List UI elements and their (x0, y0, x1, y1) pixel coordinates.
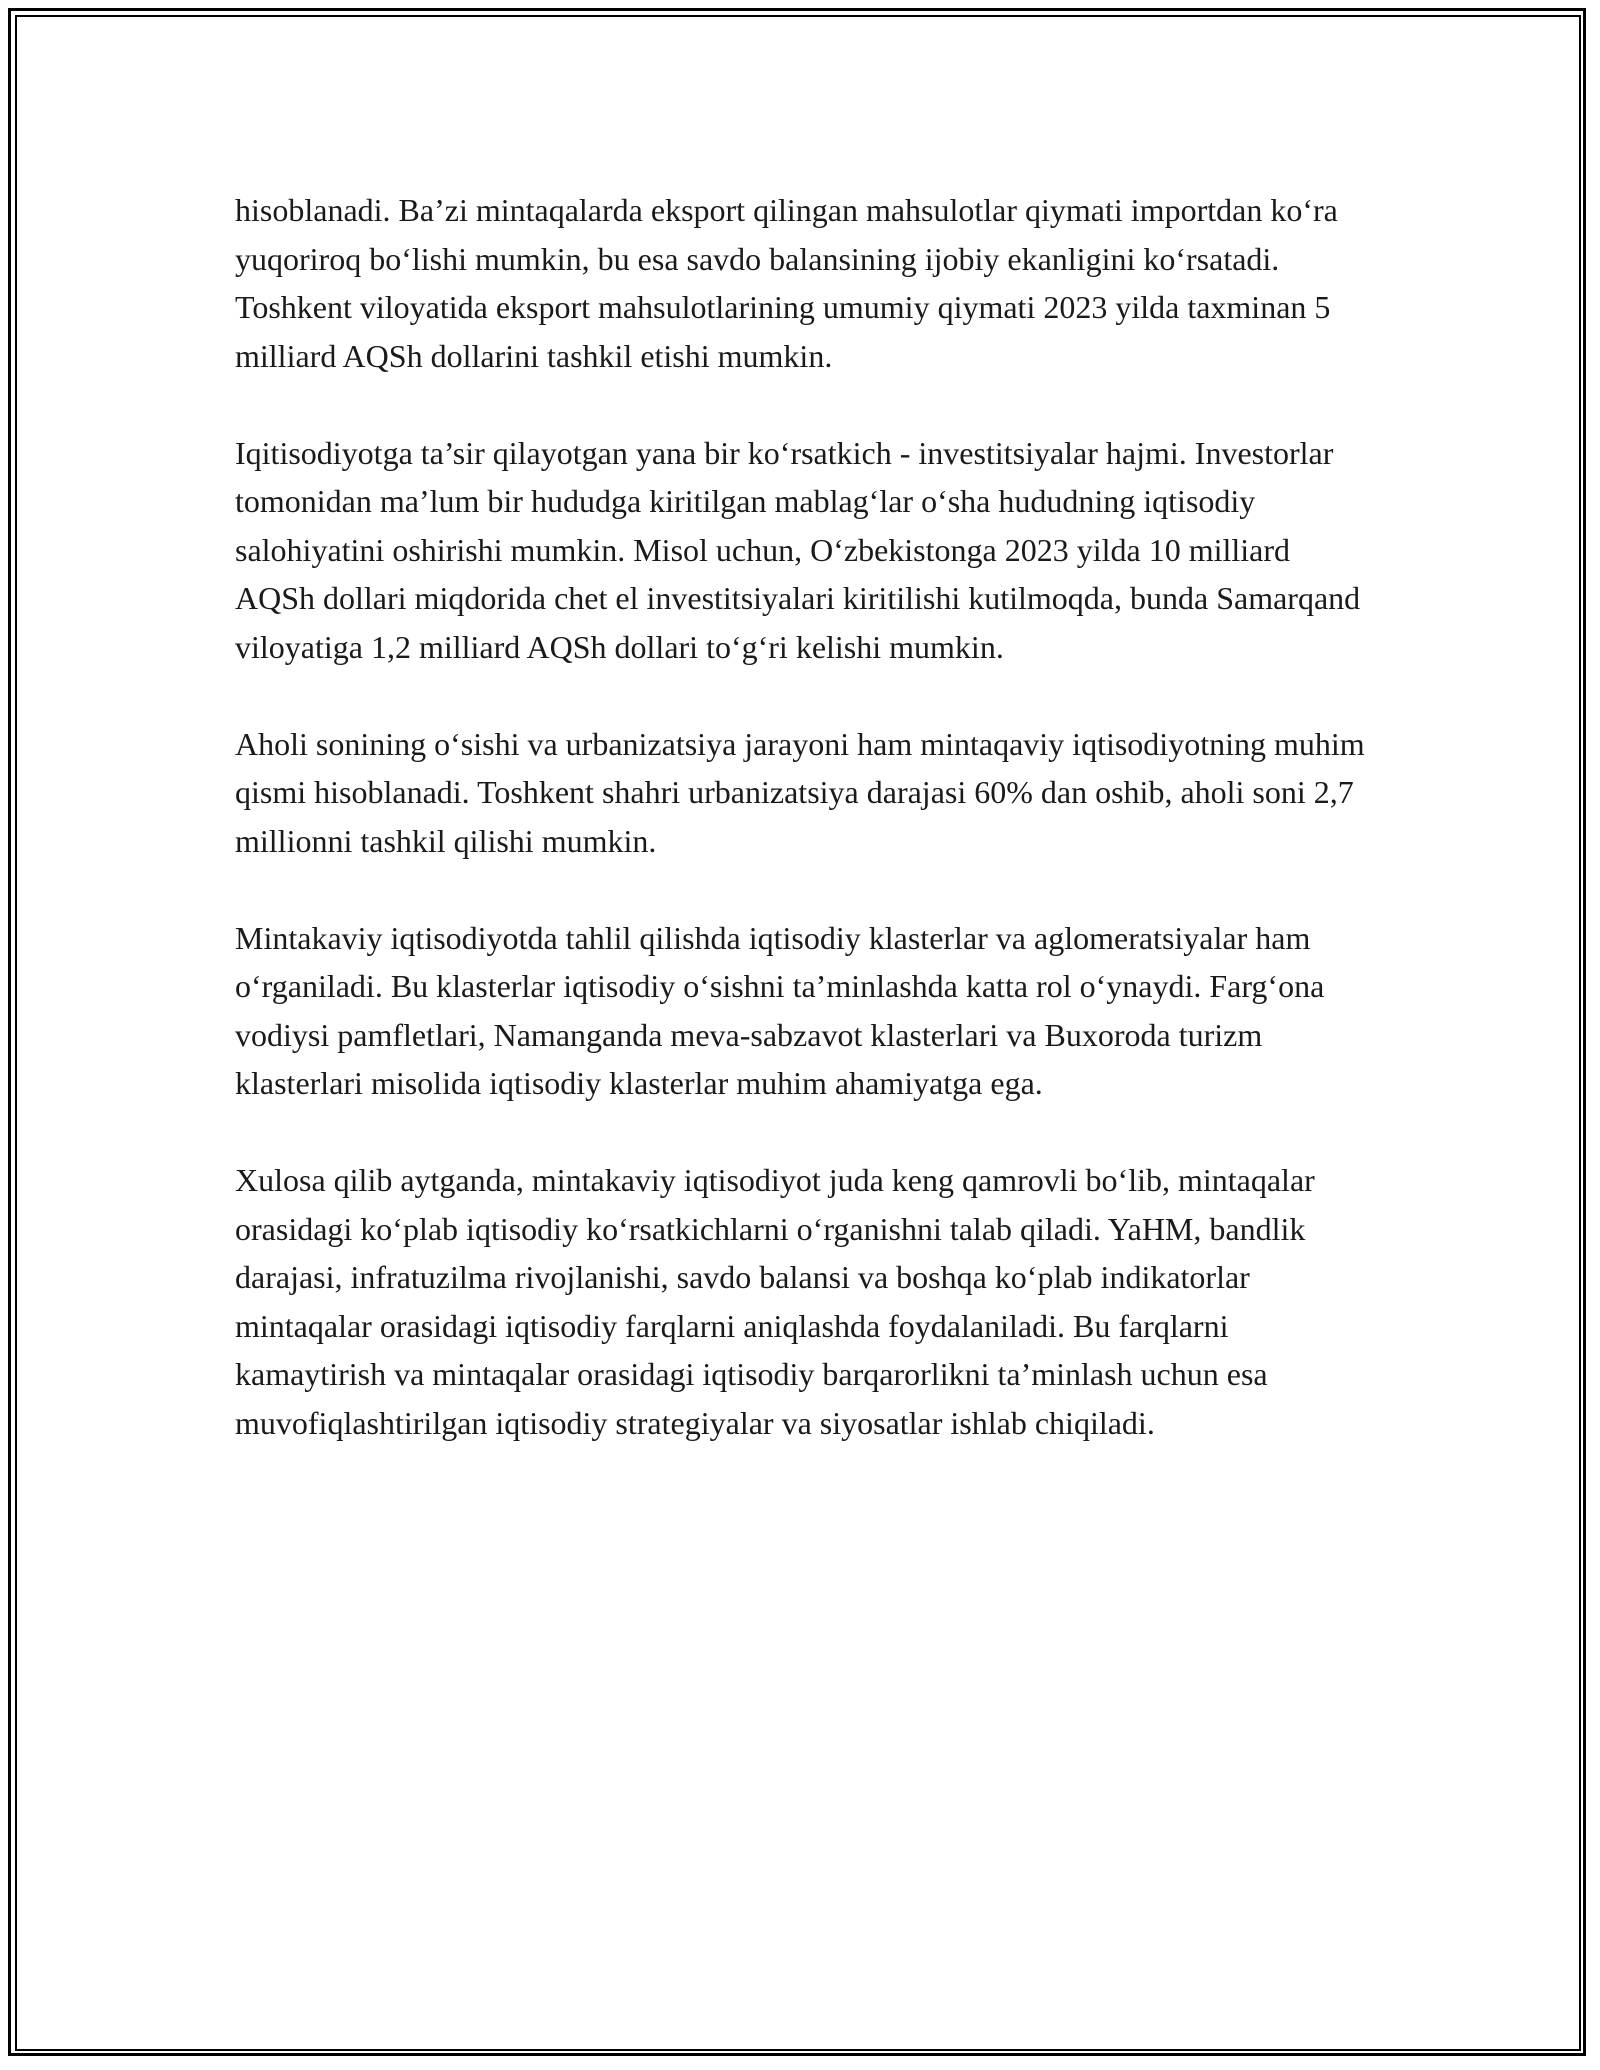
paragraph-exports: hisoblanadi. Ba’zi mintaqalarda eksport qilingan mahsulotlar qiymati importdan koʻra yuqoriroq boʻlishi mumkin, bu esa savdo balansining ijobiy ekanligini koʻrsatadi. Toshkent viloyatida eksport mahsulotlarining umumiy qiymati 2023 yilda taxminan 5 milliard AQSh dollarini tashkil etishi mumkin. (235, 192, 1338, 374)
paragraph-conclusion: Xulosa qilib aytganda, mintakaviy iqtisodiyot juda keng qamrovli boʻlib, mintaqalar orasidagi koʻplab iqtisodiy koʻrsatkichlarni oʻrganishni talab qiladi. YaHM, bandlik darajasi, infratuzilma rivojlanishi, savdo balansi va boshqa koʻplab indikatorlar mintaqalar orasidagi iqtisodiy farqlarni aniqlashda foydalaniladi. Bu farqlarni kamaytirish va mintaqalar orasidagi iqtisodiy barqarorlikni ta’minlash uchun esa muvofiqlashtirilgan iqtisodiy strategiyalar va siyosatlar ishlab chiqiladi. (235, 1162, 1315, 1441)
paragraph-urbanization: Aholi sonining oʻsishi va urbanizatsiya jarayoni ham mintaqaviy iqtisodiyotning muhim qismi hisoblanadi. Toshkent shahri urbanizatsiya darajasi 60% dan oshib, aholi soni 2,7 millionni tashkil qilishi mumkin. (235, 725, 1365, 859)
paragraph-investments: Iqitisodiyotga ta’sir qilayotgan yana bir koʻrsatkich - investitsiyalar hajmi. Investorlar tomonidan ma’lum bir hududga kiritilgan mablagʻlar oʻsha hududning iqtisodiy salohiyatini oshirishi mumkin. Misol uchun, Oʻzbekistonga 2023 yilda 10 milliard AQSh dollari miqdorida chet el investitsiyalari kiritilishi kutilmoqda, bunda Samarqand viloyatiga 1,2 milliard AQSh dollari toʻgʻri kelishi mumkin. (235, 434, 1361, 665)
document-body (235, 186, 1375, 1496)
paragraph-clusters: Mintakaviy iqtisodiyotda tahlil qilishda iqtisodiy klasterlar va aglomeratsiyalar ham oʻrganiladi. Bu klasterlar iqtisodiy oʻsishni ta’minlashda katta rol oʻynaydi. Fargʻona vodiysi pamfletlari, Namanganda meva-sabzavot klasterlari va Buxoroda turizm klasterlari misolida iqtisodiy klasterlar muhim ahamiyatga ega. (235, 919, 1325, 1101)
